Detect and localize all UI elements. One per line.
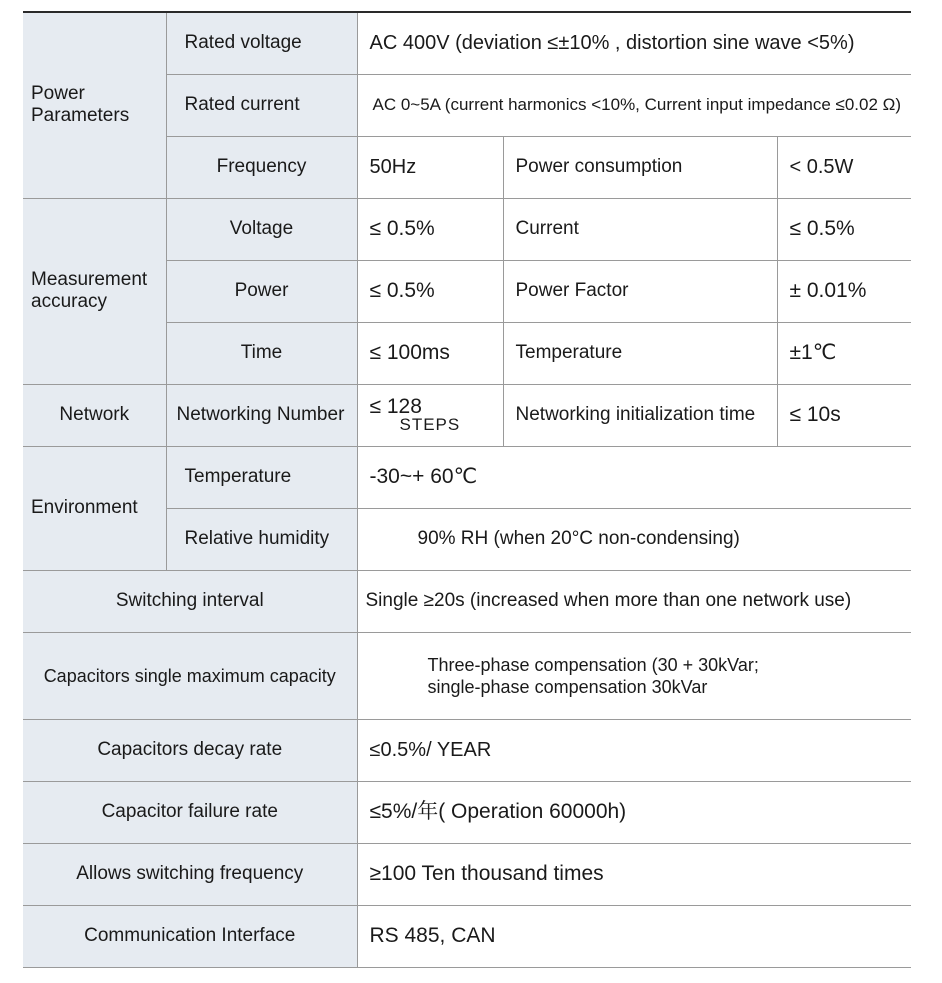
- label-rated-voltage: Rated voltage: [166, 12, 357, 74]
- row-switching-frequency: [23, 843, 911, 905]
- label-communication: Communication Interface: [23, 905, 357, 967]
- label-current: Current: [503, 198, 777, 260]
- row-decay-rate: [23, 719, 911, 781]
- value-env-temperature: -30~+ 60℃: [357, 446, 911, 508]
- label-humidity: Relative humidity: [166, 508, 357, 570]
- value-communication: RS 485, CAN: [357, 905, 911, 967]
- label-networking-init-time: Networking initialization time: [503, 384, 777, 446]
- networking-number-unit: STEPS: [399, 415, 461, 434]
- value-power-consumption: < 0.5W: [777, 136, 911, 198]
- label-decay-rate: Capacitors decay rate: [23, 719, 357, 781]
- value-networking-number: [357, 384, 503, 446]
- value-temperature-accuracy: ±1℃: [777, 322, 911, 384]
- label-power-consumption: Power consumption: [503, 136, 777, 198]
- label-capacitor-capacity: Capacitors single maximum capacity: [23, 632, 357, 719]
- label-failure-rate: Capacitor failure rate: [23, 781, 357, 843]
- group-measurement-accuracy: Measurement accuracy: [23, 198, 166, 384]
- row-rated-voltage: [23, 12, 911, 74]
- group-environment: Environment: [23, 446, 166, 570]
- value-capacitor-capacity: [357, 632, 911, 719]
- label-power: Power: [166, 260, 357, 322]
- label-rated-current: Rated current: [166, 74, 357, 136]
- label-power-factor: Power Factor: [503, 260, 777, 322]
- label-switching-frequency: Allows switching frequency: [23, 843, 357, 905]
- value-switching-interval: Single ≥20s (increased when more than one network use): [357, 570, 911, 632]
- label-time: Time: [166, 322, 357, 384]
- row-capacitor-capacity: [23, 632, 911, 719]
- value-switching-frequency: ≥100 Ten thousand times: [357, 843, 911, 905]
- label-frequency: Frequency: [166, 136, 357, 198]
- value-frequency: 50Hz: [357, 136, 503, 198]
- value-voltage: ≤ 0.5%: [357, 198, 503, 260]
- row-voltage-accuracy: [23, 198, 911, 260]
- networking-number-value: ≤ 128: [369, 395, 422, 418]
- value-decay-rate: ≤0.5%/ YEAR: [357, 719, 911, 781]
- row-env-temperature: [23, 446, 911, 508]
- value-rated-voltage: AC 400V (deviation ≤±10% , distortion sine wave <5%): [357, 12, 911, 74]
- label-networking-number: Networking Number: [166, 384, 357, 446]
- value-power: ≤ 0.5%: [357, 260, 503, 322]
- label-env-temperature: Temperature: [166, 446, 357, 508]
- value-humidity: 90% RH (when 20°C non-condensing): [357, 508, 911, 570]
- label-temperature-accuracy: Temperature: [503, 322, 777, 384]
- spec-table: [23, 11, 911, 968]
- group-power-parameters: Power Parameters: [23, 12, 166, 198]
- label-voltage: Voltage: [166, 198, 357, 260]
- value-failure-rate: ≤5%/年( Operation 60000h): [357, 781, 911, 843]
- value-current: ≤ 0.5%: [777, 198, 911, 260]
- label-switching-interval: Switching interval: [23, 570, 357, 632]
- value-power-factor: ± 0.01%: [777, 260, 911, 322]
- capacity-line-2: single-phase compensation 30kVar: [427, 676, 708, 697]
- value-networking-init-time: ≤ 10s: [777, 384, 911, 446]
- capacity-line-1: Three-phase compensation (30 + 30kVar;: [427, 654, 759, 675]
- group-network: Network: [23, 384, 166, 446]
- row-switching-interval: [23, 570, 911, 632]
- value-rated-current: AC 0~5A (current harmonics <10%, Current input impedance ≤0.02 Ω): [357, 74, 911, 136]
- value-time: ≤ 100ms: [357, 322, 503, 384]
- row-communication: [23, 905, 911, 967]
- row-failure-rate: [23, 781, 911, 843]
- row-network: [23, 384, 911, 446]
